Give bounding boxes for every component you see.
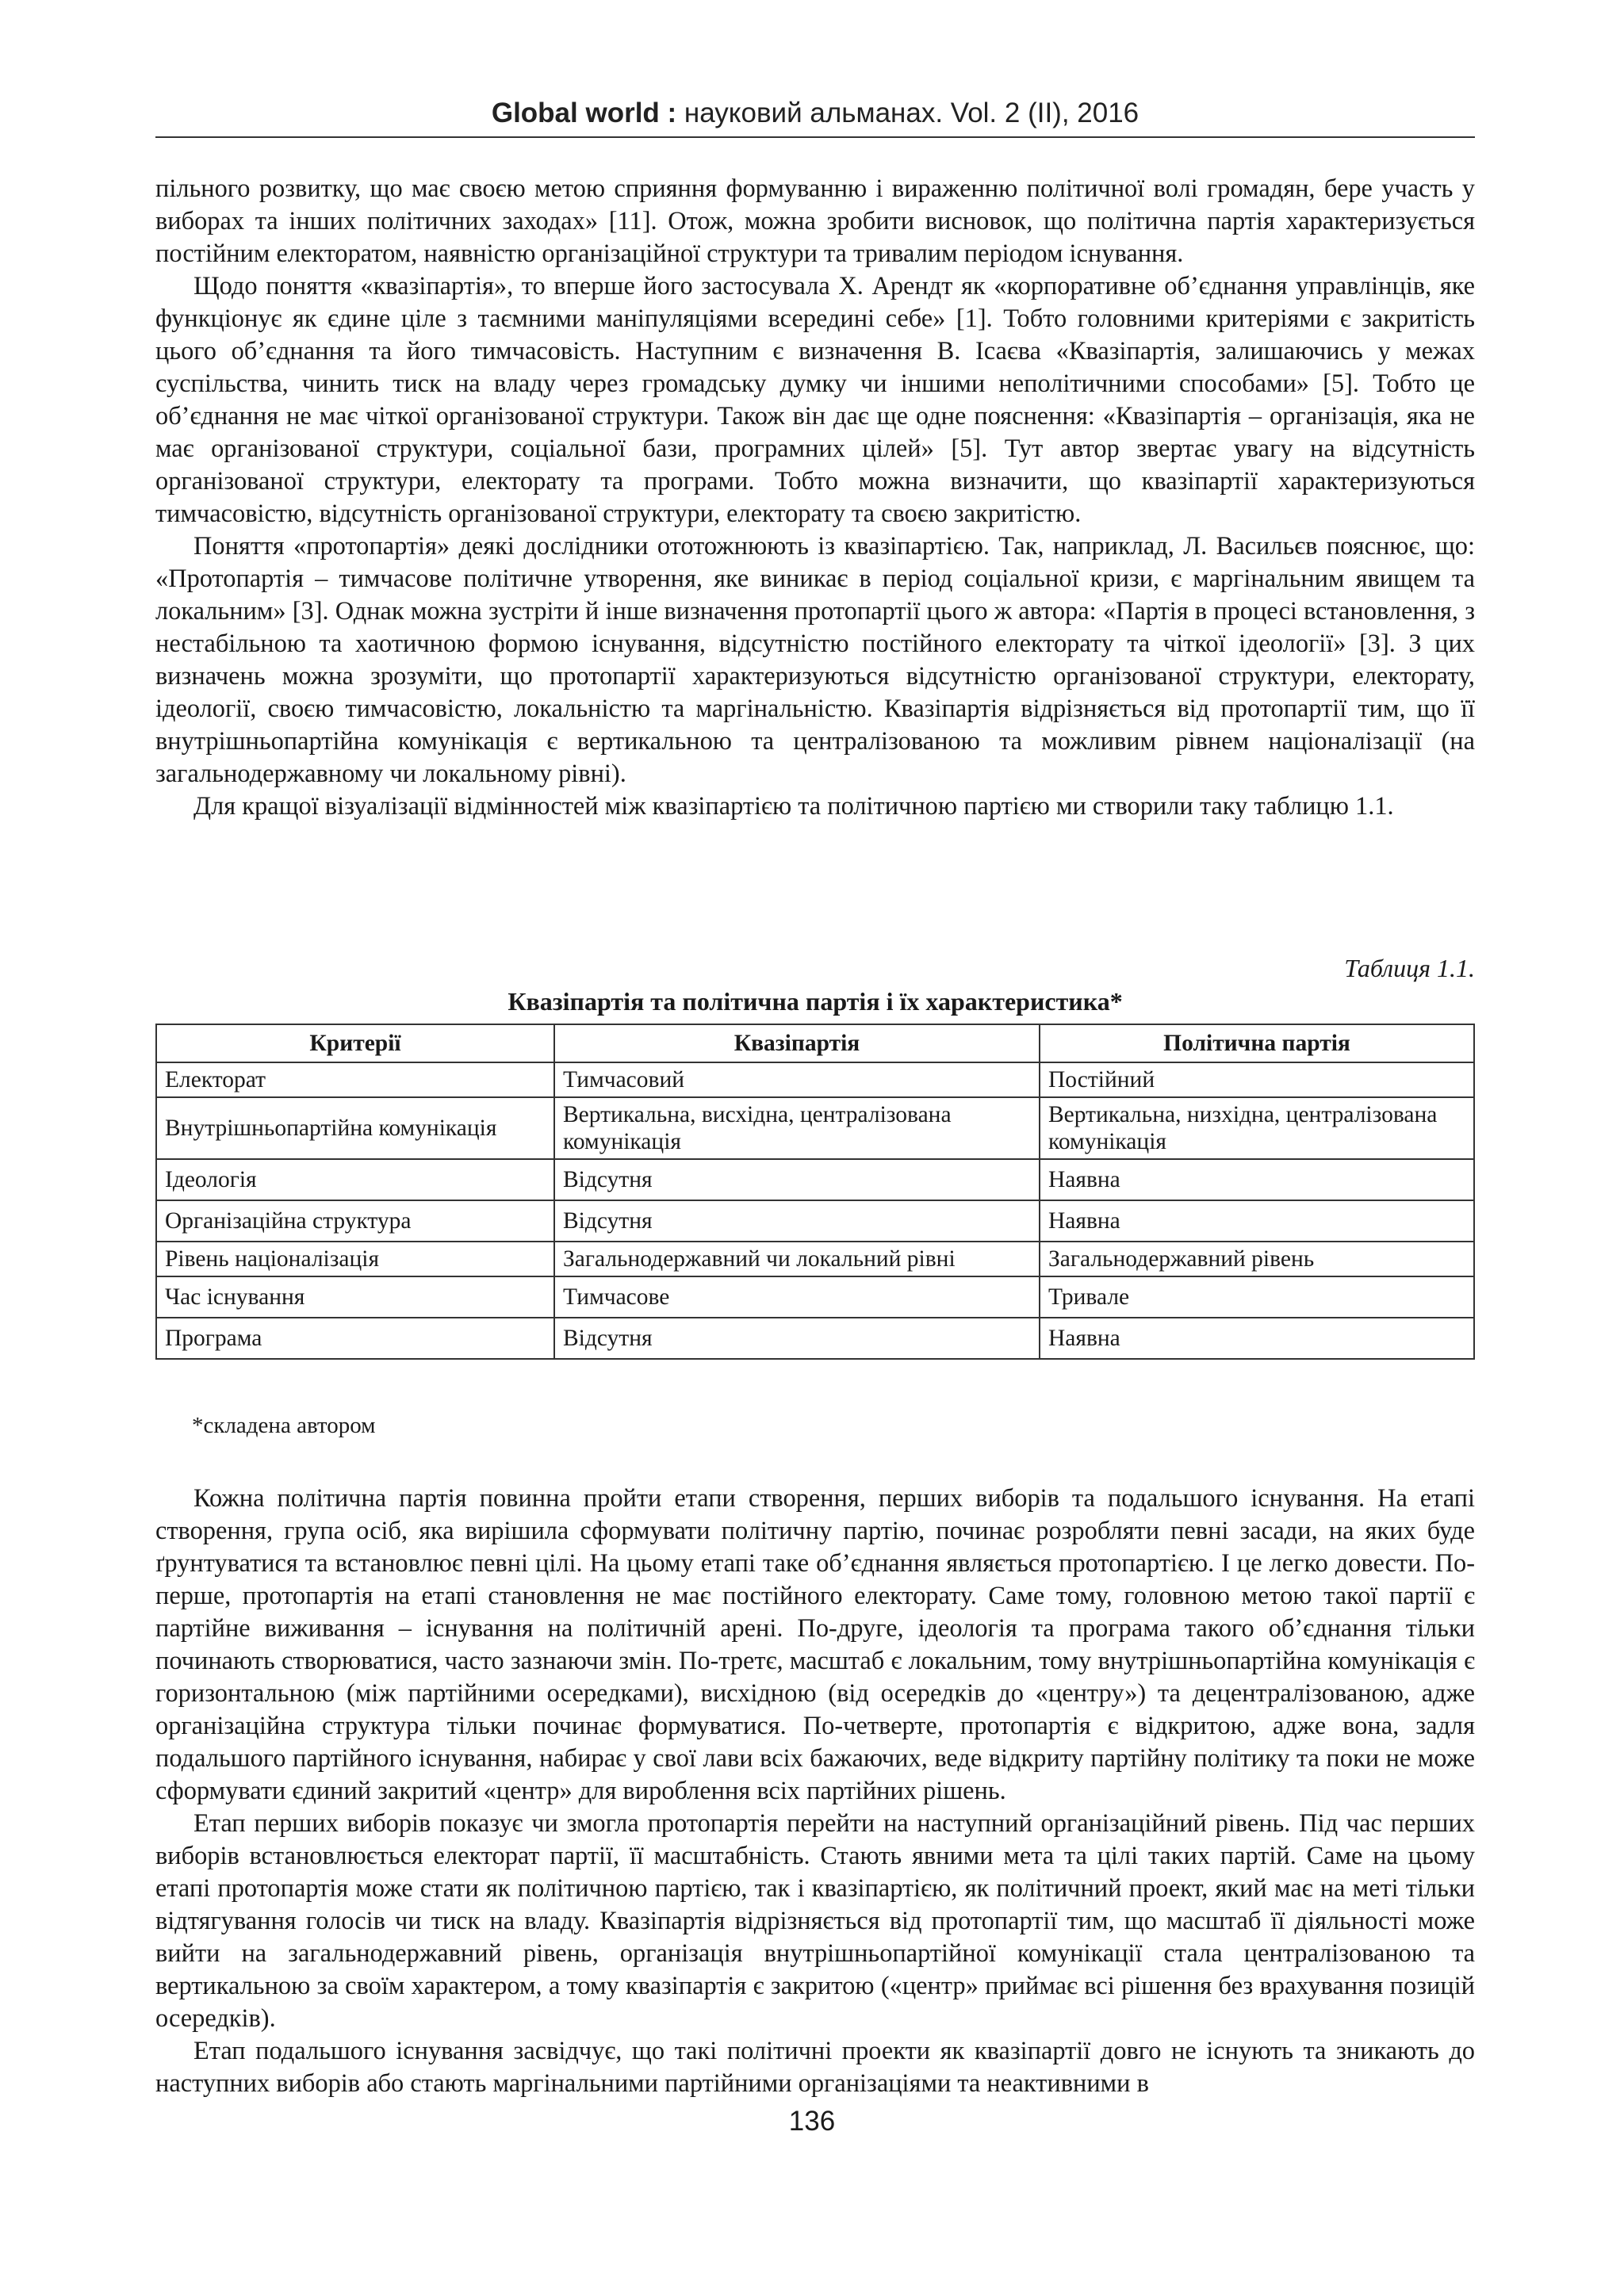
- table-label: Таблиця 1.1.: [1344, 954, 1475, 982]
- body-text-top: [155, 173, 1475, 823]
- table-cell: Вертикальна, висхідна, централізована комунікація: [554, 1097, 1040, 1159]
- table-header-cell: Політична партія: [1040, 1024, 1474, 1062]
- table-row: [156, 1318, 1474, 1359]
- paragraph: Етап подальшого існування засвідчує, що такі політичні проекти як квазіпартії довго не існують та зникають до наступних виборів або стають маргінальними партійними організаціями та неактивними в: [155, 2037, 1475, 2098]
- page-number: 136: [788, 2106, 836, 2137]
- journal-header: [492, 98, 1139, 128]
- table-cell: Наявна: [1040, 1318, 1474, 1359]
- paragraph: пільного розвитку, що має своєю метою сприяння формуванню і вираженню політичної волі громадян, бере участь у виборах та інших політичних заходах» [11]. Отож, можна зробити висновок, що політична партія характеризується постійним електоратом, наявністю організаційної структури та тривалим періодом існування.: [155, 174, 1475, 268]
- table-row: [156, 1097, 1474, 1159]
- table-row: [156, 1200, 1474, 1242]
- table-cell: Загальнодержавний рівень: [1040, 1242, 1474, 1276]
- table-cell: Програма: [156, 1318, 554, 1359]
- table-header-cell: Квазіпартія: [554, 1024, 1040, 1062]
- table-cell: Ідеологія: [156, 1159, 554, 1200]
- table-cell: Внутрішньопартійна комунікація: [156, 1097, 554, 1159]
- running-header: [155, 94, 1475, 138]
- table-title: Квазіпартія та політична партія і їх характеристика*: [508, 987, 1123, 1016]
- table-row: [156, 1276, 1474, 1318]
- table-header-row: [156, 1024, 1474, 1062]
- table-cell: Тимчасове: [554, 1276, 1040, 1318]
- journal-issue: науковий альманах. Vol. 2 (ІІ), 2016: [676, 98, 1139, 128]
- table-cell: Електорат: [156, 1062, 554, 1097]
- table-row: [156, 1159, 1474, 1200]
- paragraph: Поняття «протопартія» деякі дослідники ототожнюють із квазіпартією. Так, наприклад, Л. Васильєв пояснює, що: «Протопартія – тимчасове політичне утворення, яке виникає в період соціальної кризи, є маргінальним явищем та локальним» [3]. Однак можна зустріти й інше визначення протопартії цього ж автора: «Партія в процесі встановлення, з нестабільною та хаотичною формою існування, відсутністю постійного електорату та чіткої ідеології» [3]. З цих визначень можна зрозуміти, що протопартії характеризуються відсутністю організованої структури, електорату, ідеології, своєю тимчасовістю, локальністю та маргінальністю. Квазіпартія відрізняється від протопартії тим, що її внутрішньопартійна комунікація є вертикальною та централізованою та можливим рівнем націоналізації (на загальнодержавному чи локальному рівні).: [155, 532, 1475, 788]
- table-cell: Наявна: [1040, 1200, 1474, 1242]
- table-cell: Відсутня: [554, 1318, 1040, 1359]
- table-row: [156, 1062, 1474, 1097]
- table-cell: Постійний: [1040, 1062, 1474, 1097]
- table-cell: Відсутня: [554, 1159, 1040, 1200]
- table-cell: Вертикальна, низхідна, централізована комунікація: [1040, 1097, 1474, 1159]
- table-row: [156, 1242, 1474, 1276]
- journal-name: Global world :: [491, 98, 677, 128]
- paragraph: Етап перших виборів показує чи змогла протопартія перейти на наступний організаційний рівень. Під час перших виборів встановлюється електорат партії, її масштабність. Стають явними мета та цілі таких партій. Саме на цьому етапі протопартія може стати як політичною партією, так і квазіпартією, як політичний проект, який має на меті тільки відтягування голосів чи тиск на владу. Квазіпартія відрізняється від протопартії тим, що масштаб її діяльності може вийти на загальнодержавний рівень, організація внутрішньопартійної комунікації стала централізованою та вертикальною за своїм характером, а тому квазіпартія є закритою («центр» приймає всі рішення без врахування позицій осередків).: [155, 1809, 1475, 2033]
- comparison-table: [155, 1024, 1475, 1360]
- table-cell: Наявна: [1040, 1159, 1474, 1200]
- table-cell: Тимчасовий: [554, 1062, 1040, 1097]
- paragraph: Кожна політична партія повинна пройти етапи створення, перших виборів та подальшого існування. На етапі створення, група осіб, яка вирішила сформувати політичну партію, починає розробляти певні засади, на яких буде ґрунтуватися та встановлює певні цілі. На цьому етапі таке об’єднання являється протопартією. І це легко довести. По-перше, протопартія на етапі становлення не має постійного електорату. Саме тому, головною метою такої партії є партійне виживання – існування на політичній арені. По-друге, ідеологія та програма такого об’єднання тільки починають створюватися, часто зазнаючи змін. По-третє, масштаб є локальним, тому внутрішньопартійна комунікація є горизонтальною (між партійними осередками), висхідною (від осередків до «центру») та децентралізованою, адже організаційна структура тільки починає формуватися. По-четверте, протопартія є відкритою, адже вона, задля подальшого партійного існування, набирає у свої лави всіх бажаючих, веде відкриту партійну політику та поки не може сформувати єдиний закритий «центр» для вироблення всіх партійних рішень.: [155, 1484, 1475, 1805]
- body-text-bottom: [155, 1483, 1475, 2100]
- table-cell: Рівень націоналізація: [156, 1242, 554, 1276]
- table-cell: Відсутня: [554, 1200, 1040, 1242]
- table-cell: Час існування: [156, 1276, 554, 1318]
- paragraph: Для кращої візуалізації відмінностей між квазіпартією та політичною партією ми створили таку таблицю 1.1.: [193, 792, 1394, 821]
- paragraph: Щодо поняття «квазіпартія», то вперше його застосувала Х. Арендт як «корпоративне об’єднання управлінців, яке функціонує як єдине ціле з таємними маніпуляціями всередині себе» [1]. Тобто головними критеріями є закритість цього об’єднання та його тимчасовість. Наступним є визначення В. Ісаєва «Квазіпартія, залишаючись у межах суспільства, чинить тиск на владу через громадську думку чи іншими неполітичними способами» [5]. Тобто це об’єднання не має чіткої організованої структури. Також він дає ще одне пояснення: «Квазіпартія – організація, яка не має організованої структури, соціальної бази, програмних цілей» [5]. Тут автор звертає увагу на відсутність організованої структури, електорату та програми. Тобто можна визначити, що квазіпартії характеризуються тимчасовістю, відсутність організованої структури, електорату та своєю закритістю.: [155, 272, 1475, 528]
- table-cell: Тривале: [1040, 1276, 1474, 1318]
- table-footnote: *складена автором: [192, 1413, 376, 1438]
- table-header-cell: Критерії: [156, 1024, 554, 1062]
- table-cell: Загальнодержавний чи локальний рівні: [554, 1242, 1040, 1276]
- table-cell: Організаційна структура: [156, 1200, 554, 1242]
